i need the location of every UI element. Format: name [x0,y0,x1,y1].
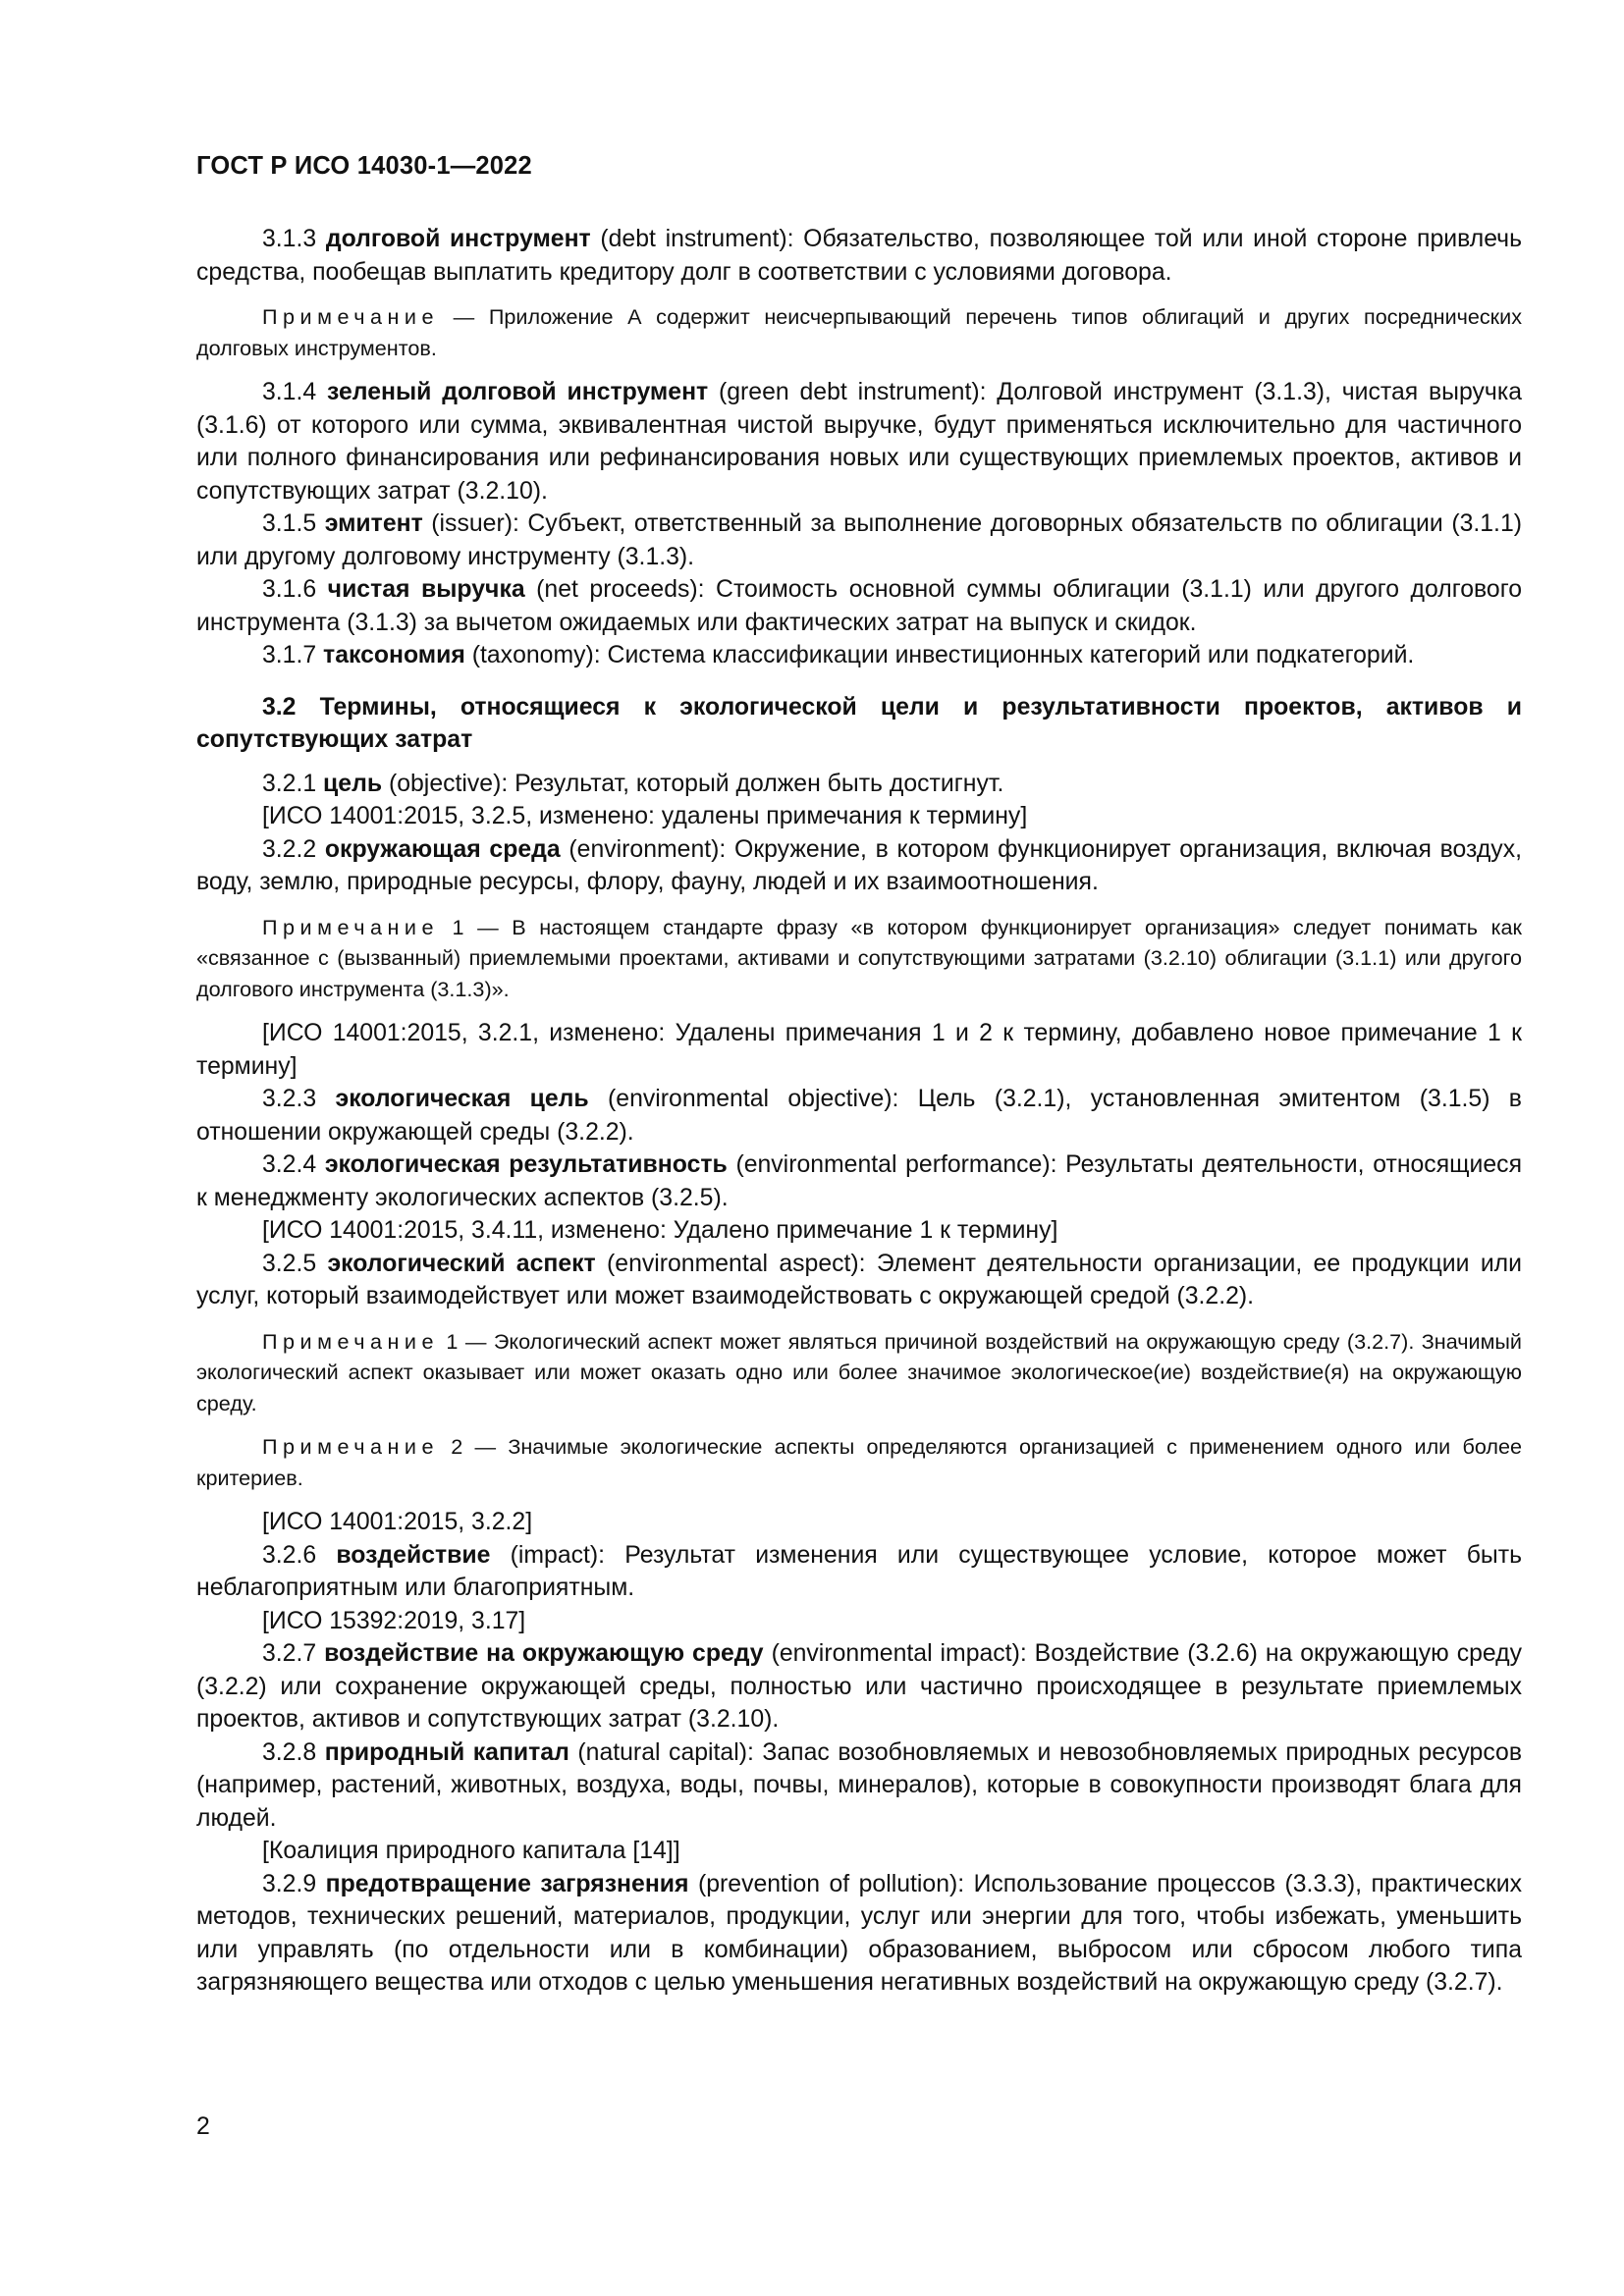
term-entry [196,1539,1522,1605]
source-reference: [ИСО 14001:2015, 3.2.5, изменено: удалены примечания к термину] [262,803,1028,829]
note-text: — Приложение А содержит неисчерпывающий перечень типов облигаций и других посреднических долговых инструментов. [196,304,1522,360]
source-reference: [ИСО 14001:2015, 3.4.11, изменено: Удалено примечание 1 к термину] [262,1217,1058,1244]
term-name: экологический аспект [327,1250,596,1277]
term-entry [196,376,1522,507]
term-number: 3.1.4 [262,379,317,405]
note-text: 1 — Экологический аспект может являться причиной воздействий на окружающую среду (3.2.7). Значимый экологический аспект оказывает или может оказать одно или более значимое экологическое(ие) воздействие(я) на окружающую среду. [196,1328,1522,1415]
term-entry [196,639,1522,672]
term-name: долговой инструмент [325,226,591,252]
term-name: экологическая результативность [324,1151,728,1178]
term-name: цель [323,770,383,797]
note-label: Примечание [262,1434,439,1459]
source-reference: [ИСО 15392:2019, 3.17] [262,1607,526,1634]
term-definition: (green debt instrument): Долговой инструмент (3.1.3), чистая выручка (3.1.6) от которого или сумма, эквивалентная чистой выручке, будут применяться исключительно для частичного или полного финансирования или рефинансирования новых или существующих приемлемых проектов, активов и сопутствующих затрат (3.2.10). [196,379,1523,505]
note-label: Примечание [262,1328,439,1354]
term-name: чистая выручка [327,576,525,603]
term-number: 3.1.6 [262,576,317,603]
note-label: Примечание [262,914,439,939]
term-entry [196,223,1522,289]
source-reference: [ИСО 14001:2015, 3.2.1, изменено: Удалены примечания 1 и 2 к термину, добавлено новое примечание 1 к термину] [196,1020,1522,1080]
note [196,912,1522,1005]
term-entry [196,1148,1522,1214]
term-number: 3.2.6 [262,1541,317,1569]
note-text: 2 — Значимые экологические аспекты определяются организацией с применением одного или более критериев. [196,1434,1522,1490]
term-definition: (natural capital): Запас возобновляемых и невозобновляемых природных ресурсов (например, растений, животных, воздуха, воды, почвы, минералов), которые в совокупности производят блага для людей. [196,1738,1522,1832]
source-reference: [ИСО 14001:2015, 3.2.2] [262,1509,533,1535]
section-heading: 3.2 Термины, относящиеся к экологической цели и результативности проектов, активов и сопутствующих затрат [196,693,1522,753]
term-definition: (prevention of pollution): Использование процессов (3.3.3), практических методов, технических решений, материалов, продукции, услуг или энергии для того, чтобы избежать, уменьшить или управлять (по отдельности или в комбинации) образованием, выбросом или сбросом любого типа загрязняющего вещества или отходов с целью уменьшения негативных воздействий на окружающую среду (3.2.7). [196,1870,1523,1996]
term-definition: (debt instrument): Обязательство, позволяющее той или иной стороне привлечь средства, пообещав выплатить кредитору долг в соответствии с условиями договора. [196,226,1522,286]
term-entry [196,1868,1522,2000]
term-number: 3.2.4 [262,1151,317,1178]
term-number: 3.2.1 [262,770,317,797]
note [196,301,1522,363]
term-name: окружающая среда [324,835,561,863]
term-number: 3.1.7 [262,642,317,668]
term-number: 3.2.2 [262,835,317,863]
term-entry [196,507,1522,573]
term-entry [196,833,1522,899]
document-header: ГОСТ Р ИСО 14030-1—2022 [196,152,532,180]
term-definition: (issuer): Субъект, ответственный за выполнение договорных обязательств по облигации (3.1.1) или другому долговому инструменту (3.1.3). [196,510,1522,570]
term-name: природный капитал [324,1738,569,1766]
term-entry [196,573,1522,639]
page-number: 2 [196,2113,210,2140]
term-name: предотвращение загрязнения [325,1870,689,1897]
term-definition: (taxonomy): Система классификации инвестиционных категорий или подкатегорий. [464,642,1415,668]
term-number: 3.1.3 [262,226,317,252]
term-definition: (environment): Окружение, в котором функционирует организация, включая воздух, воду, землю, природные ресурсы, флору, фауну, людей и их взаимоотношения. [196,835,1522,895]
term-number: 3.2.7 [262,1640,317,1667]
term-number: 3.2.5 [262,1250,317,1277]
term-definition: (environmental performance): Результаты деятельности, относящиеся к менеджменту экологических аспектов (3.2.5). [196,1151,1522,1211]
term-definition: (net proceeds): Стоимость основной суммы облигации (3.1.1) или другого долгового инструмента (3.1.3) за вычетом ожидаемых или фактических затрат на выпуск и скидок. [196,576,1523,636]
term-definition: (environmental impact): Воздействие (3.2.6) на окружающую среду (3.2.2) или сохранение окружающей среды, полностью или частично происходящее в результате приемлемых проектов, активов и сопутствующих затрат (3.2.10). [196,1640,1523,1733]
term-entry [196,1736,1522,1836]
term-name: экологическая цель [335,1086,589,1112]
document-page [196,0,1522,2296]
term-definition: (objective): Результат, который должен быть достигнут. [382,770,1004,797]
term-name: эмитент [324,510,423,537]
term-number: 3.1.5 [262,510,317,537]
term-number: 3.2.9 [262,1870,317,1897]
term-name: зеленый долговой инструмент [326,379,709,405]
term-name: таксономия [323,642,465,668]
term-number: 3.2.3 [262,1086,317,1112]
term-name: воздействие [336,1541,491,1569]
term-number: 3.2.8 [262,1738,317,1766]
document-body [196,223,1522,2000]
term-entry [196,1248,1522,1313]
note [196,1326,1522,1419]
term-entry [196,1083,1522,1148]
term-definition: (impact): Результат изменения или существующее условие, которое может быть неблагоприятным или благоприятным. [196,1541,1523,1601]
term-entry [196,768,1522,801]
note-label: Примечание [262,304,439,329]
source-reference: [Коалиция природного капитала [14]] [262,1838,680,1864]
term-definition: (environmental aspect): Элемент деятельности организации, ее продукции или услуг, который взаимодействует или может взаимодействовать с окружающей средой (3.2.2). [196,1250,1522,1309]
term-name: воздействие на окружающую среду [324,1640,764,1667]
term-definition: (environmental objective): Цель (3.2.1), установленная эмитентом (3.1.5) в отношении окружающей среды (3.2.2). [196,1086,1522,1146]
term-entry [196,1637,1522,1736]
note [196,1431,1522,1493]
note-text: 1 — В настоящем стандарте фразу «в котором функционирует организация» следует понимать как «связанное с (вызванный) приемлемыми проектами, активами и сопутствующими затратами (3.2.10) облигации (3.1.1) или другого долгового инструмента (3.1.3)». [196,914,1522,1001]
